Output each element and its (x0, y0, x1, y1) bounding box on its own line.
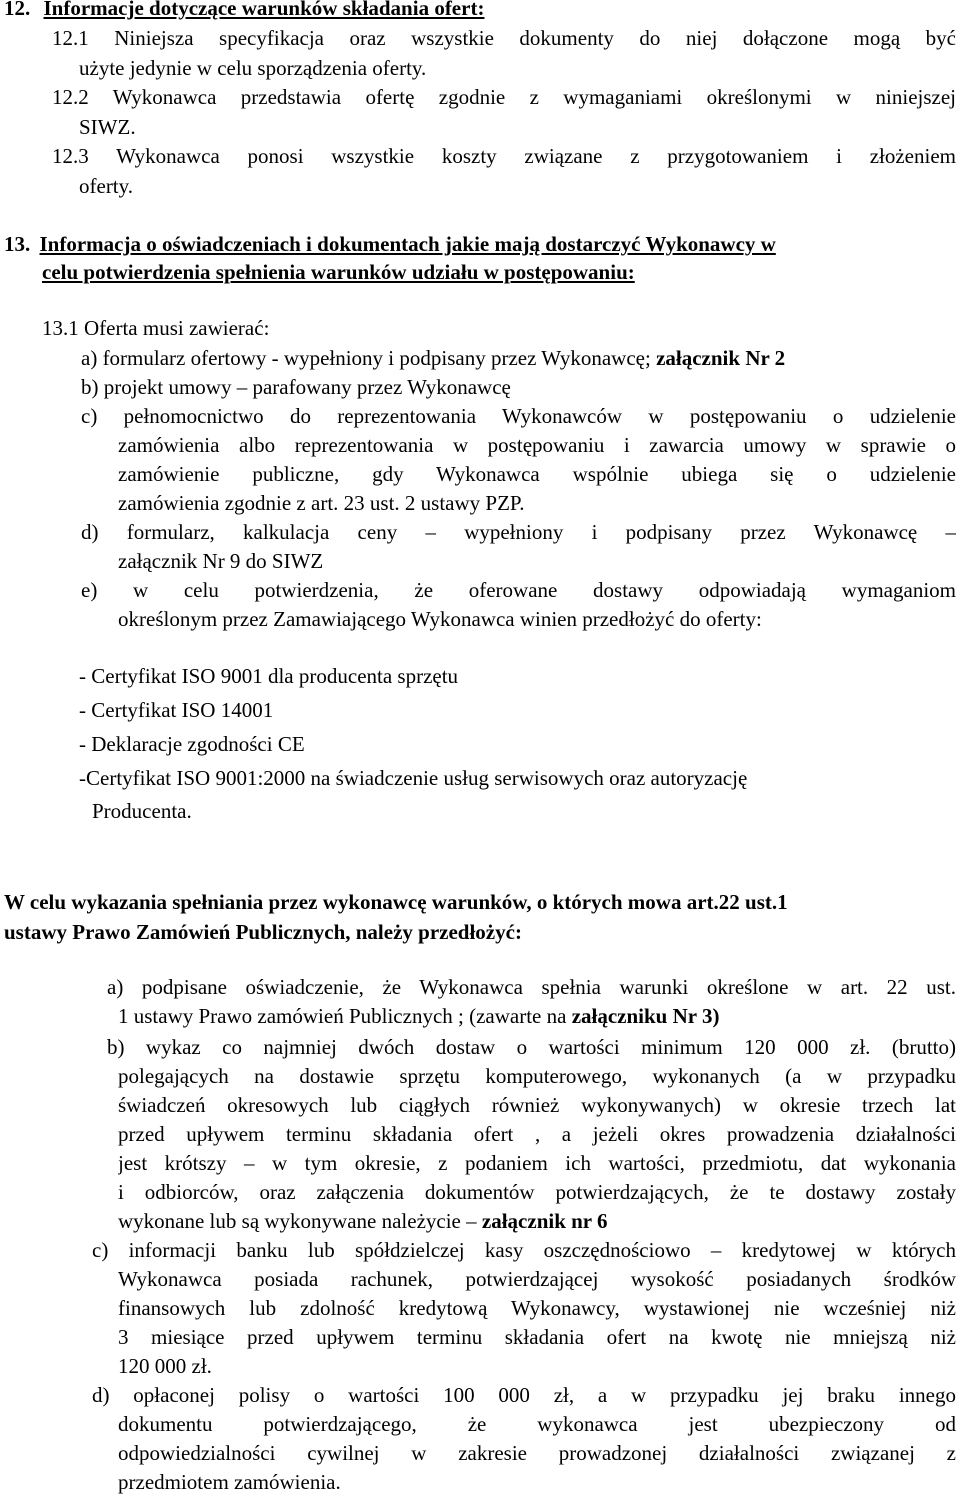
art22-item-c-line1: c) informacji banku lub spółdzielczej kasy oszczędnościowo – kredytowej w których (92, 1238, 956, 1262)
art22-item-a-line2 (118, 1002, 719, 1030)
art22-item-b-line3: świadczeń okresowych lub ciągłych również wykonywanych) w okresie trzech lat (118, 1093, 956, 1117)
art22-heading-line2: ustawy Prawo Zamówień Publicznych, należy przedłożyć: (4, 920, 522, 944)
item-d-line1: d) formularz, kalkulacja ceny – wypełniony i podpisany przez Wykonawcę – (81, 520, 956, 544)
certificate-3: - Deklaracje zgodności CE (79, 732, 305, 756)
clause-12-2-line2: SIWZ. (79, 115, 136, 139)
clause-12-1-line1: 12.1 Niniejsza specyfikacja oraz wszystkie dokumenty do niej dołączone mogą być (52, 26, 956, 50)
art22-item-d-line2: dokumentu potwierdzającego, że wykonawca jest ubezpieczony od (118, 1412, 956, 1436)
section-13-heading-line1 (4, 230, 956, 258)
certificate-4-line2: Producenta. (92, 799, 192, 823)
clause-12-3-line1: 12.3 Wykonawca ponosi wszystkie koszty związane z przygotowaniem i złożeniem (52, 144, 956, 168)
item-d-line2: załącznik Nr 9 do SIWZ (118, 549, 324, 573)
clause-12-2-line1: 12.2 Wykonawca przedstawia ofertę zgodnie z wymaganiami określonymi w niniejszej (52, 85, 956, 109)
art22-heading-line1: W celu wykazania spełniania przez wykonawcę warunków, o których mowa art.22 ust.1 (4, 890, 788, 914)
art22-item-b-line4: przed upływem terminu składania ofert , a jeżeli okres prowadzenia działalności (118, 1122, 956, 1146)
art22-item-b-text: wykonane lub są wykonywane należycie – (118, 1209, 482, 1233)
art22-item-c-line4: 3 miesiące przed upływem terminu składania ofert na kwotę nie mniejszą niż (118, 1325, 956, 1349)
art22-item-a-text: 1 ustawy Prawo zamówień Publicznych ; (zawarte na (118, 1004, 572, 1028)
certificate-4-line1: -Certyfikat ISO 9001:2000 na świadczenie usług serwisowych oraz autoryzację (79, 766, 748, 790)
art22-item-c-line2: Wykonawca posiada rachunek, potwierdzającej wysokość posiadanych środków (118, 1267, 956, 1291)
item-e-line1: e) w celu potwierdzenia, że oferowane dostawy odpowiadają wymaganiom (81, 578, 956, 602)
section-13-number: 13. (4, 232, 31, 256)
item-b-line: b) projekt umowy – parafowany przez Wykonawcę (81, 375, 511, 399)
art22-item-b-attachment: załącznik nr 6 (481, 1209, 608, 1233)
section-12-title: Informacje dotyczące warunków składania ofert: (43, 0, 485, 20)
item-c-line3: zamówienie publiczne, gdy Wykonawca wspólnie ubiega się o udzielenie (118, 462, 956, 486)
art22-item-b-line2: polegających na dostawie sprzętu komputerowego, wykonanych (a w przypadku (118, 1064, 956, 1088)
clause-12-1-line2: użyte jedynie w celu sporządzenia oferty. (79, 56, 427, 80)
art22-item-d-line1: d) opłaconej polisy o wartości 100 000 zł, a w przypadku jej braku innego (92, 1383, 956, 1407)
section-12-heading (4, 0, 484, 22)
art22-item-c-line5: 120 000 zł. (118, 1354, 212, 1378)
art22-item-b-line7 (118, 1207, 608, 1235)
item-a-line (81, 344, 785, 372)
item-a-attachment: załącznik Nr 2 (656, 346, 786, 370)
section-13-title-line1: Informacja o oświadczeniach i dokumentach jakie mają dostarczyć Wykonawcy w (39, 232, 776, 256)
section-13-title-line2: celu potwierdzenia spełnienia warunków udziału w postępowaniu: (42, 260, 635, 284)
art22-item-b-line6: i odbiorców, oraz załączenia dokumentów potwierdzających, że te dostawy zostały (118, 1180, 956, 1204)
section-12-number: 12. (4, 0, 31, 20)
art22-item-b-line5: jest krótszy – w tym okresie, z podaniem ich wartości, przedmiotu, dat wykonania (118, 1151, 956, 1175)
item-c-line4: zamówienia zgodnie z art. 23 ust. 2 ustawy PZP. (118, 491, 525, 515)
art22-item-a-line1: a) podpisane oświadczenie, że Wykonawca spełnia warunki określone w art. 22 ust. (107, 975, 956, 999)
clause-12-3-line2: oferty. (79, 174, 134, 198)
item-c-line2: zamówienia albo reprezentowania w postępowaniu i zawarcia umowy w sprawie o (118, 433, 956, 457)
clause-13-1-heading: 13.1 Oferta musi zawierać: (42, 316, 270, 340)
art22-item-c-line3: finansowych lub zdolność kredytową Wykonawcy, wystawionej nie wcześniej niż (118, 1296, 956, 1320)
art22-item-d-line3: odpowiedzialności cywilnej w zakresie prowadzonej działalności związanej z (118, 1441, 956, 1465)
art22-item-b-line1: b) wykaz co najmniej dwóch dostaw o wartości minimum 120 000 zł. (brutto) (107, 1035, 956, 1059)
certificate-1: - Certyfikat ISO 9001 dla producenta sprzętu (79, 664, 459, 688)
item-c-line1: c) pełnomocnictwo do reprezentowania Wykonawców w postępowaniu o udzielenie (81, 404, 956, 428)
item-e-line2: określonym przez Zamawiającego Wykonawca winien przedłożyć do oferty: (118, 607, 762, 631)
certificate-2: - Certyfikat ISO 14001 (79, 698, 274, 722)
item-a-text: a) formularz ofertowy - wypełniony i podpisany przez Wykonawcę; (81, 346, 657, 370)
art22-item-a-attachment: załączniku Nr 3) (571, 1004, 720, 1028)
art22-item-d-line4: przedmiotem zamówienia. (118, 1470, 341, 1494)
